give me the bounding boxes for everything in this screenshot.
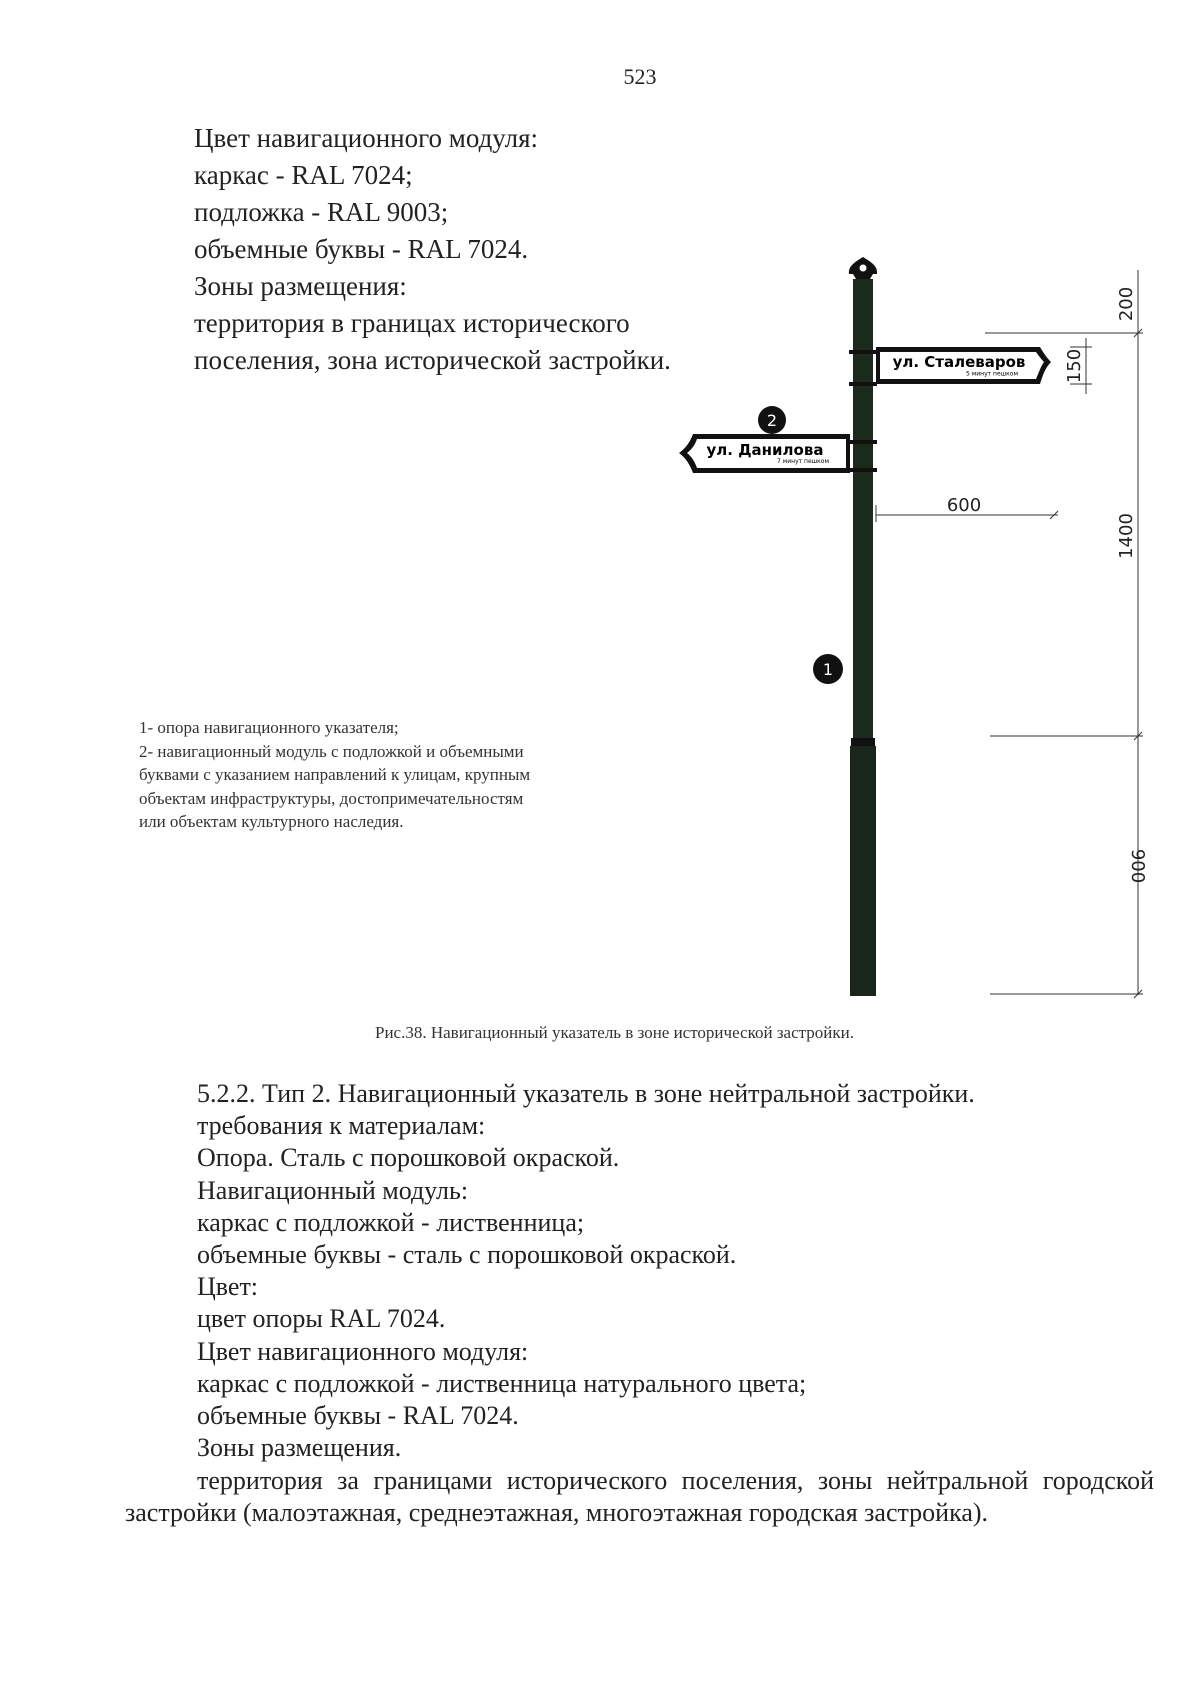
type-2-spec	[197, 1078, 1152, 1464]
spec-line: Зоны размещения:	[194, 271, 407, 301]
sign-2-subtitle: 7 минут пешком	[777, 458, 829, 465]
spec-line: Цвет навигационного модуля:	[194, 123, 539, 153]
dim-900: 900	[1127, 848, 1148, 884]
body-line: Цвет:	[197, 1272, 259, 1302]
sign-1-title: ул. Сталеваров	[892, 353, 1026, 371]
dim-600: 600	[946, 495, 982, 516]
placement-zone-paragraph: территория за границами исторического поселения, зоны нейтральной городской застройки (малоэтажная, среднеэтажная, многоэтажная городская застройка).	[125, 1466, 1154, 1528]
page-number: 523	[623, 64, 657, 89]
dim-200: 200	[1116, 286, 1137, 322]
body-line: каркас с подложкой - лиственница;	[197, 1207, 585, 1237]
pole	[849, 279, 877, 996]
body-line: объемные буквы - RAL 7024.	[197, 1401, 519, 1431]
spec-line: поселения, зона исторической застройки.	[194, 345, 671, 375]
marker-2	[758, 406, 786, 434]
legend-line: объектам инфраструктуры, достопримечательностям	[139, 788, 524, 808]
legend-line: 2- навигационный модуль с подложкой и объемными	[139, 741, 524, 761]
spec-line: территория в границах исторического	[194, 308, 630, 338]
body-line: каркас с подложкой - лиственница натурального цвета;	[197, 1368, 807, 1398]
body-line: Опора. Сталь с порошковой окраской.	[197, 1143, 620, 1173]
figure-legend	[139, 716, 530, 834]
dim-1400: 1400	[1116, 513, 1137, 559]
sign-danilova	[679, 434, 850, 473]
section-heading: 5.2.2. Тип 2. Навигационный указатель в зоне нейтральной застройки.	[197, 1079, 975, 1108]
sign-2-title: ул. Данилова	[706, 441, 824, 459]
spec-line: объемные буквы - RAL 7024.	[194, 234, 529, 264]
sign-stalevarov	[876, 347, 1051, 384]
figure-caption: Рис.38. Навигационный указатель в зоне исторической застройки.	[375, 1023, 854, 1042]
marker-2-label: 2	[766, 411, 778, 430]
legend-line: буквами с указанием направлений к улицам, крупным	[139, 765, 531, 784]
body-line: Навигационный модуль:	[197, 1175, 469, 1205]
dim-150: 150	[1064, 348, 1085, 384]
spec-line: каркас - RAL 7024;	[194, 160, 413, 190]
legend-line: или объектам культурного наследия.	[139, 812, 404, 831]
body-line: Зоны размещения.	[197, 1433, 402, 1463]
legend-line: 1- опора навигационного указателя;	[139, 718, 399, 737]
body-line: объемные буквы - сталь с порошковой окраской.	[197, 1240, 737, 1270]
pole-finial	[849, 257, 877, 279]
body-line: цвет опоры RAL 7024.	[197, 1304, 446, 1334]
spec-line: подложка - RAL 9003;	[194, 197, 449, 227]
marker-1	[813, 654, 843, 684]
body-line: требования к материалам:	[197, 1111, 486, 1141]
sign-1-subtitle: 5 минут пешком	[966, 370, 1018, 378]
marker-1-label: 1	[822, 660, 834, 679]
body-line: Цвет навигационного модуля:	[197, 1336, 529, 1366]
